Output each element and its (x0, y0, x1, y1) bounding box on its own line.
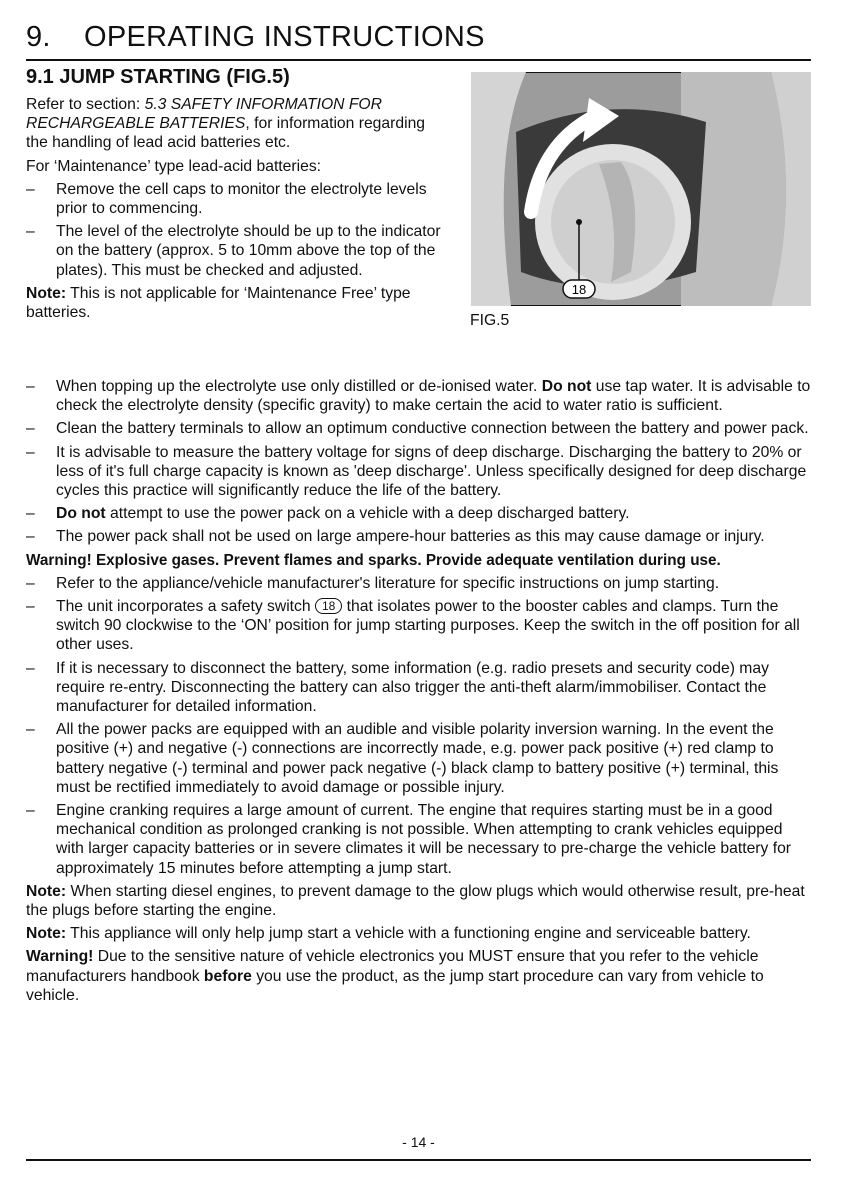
list-item (26, 443, 811, 501)
list-item-text: that isolates power to the booster cables and clamps. Turn the switch 90 clockwise to the ‘ON’ position for jump starting purposes. Keep the switch in the off position for all other uses. (56, 598, 800, 654)
list-item (26, 597, 811, 655)
bullet-dash: – (26, 443, 35, 461)
figure-caption: FIG.5 (470, 312, 510, 329)
list-item (26, 377, 811, 415)
list-item (26, 574, 811, 593)
manual-page (26, 20, 811, 1170)
list-item-text: Clean the battery terminals to allow an optimum conductive connection between the battery and power pack. (56, 420, 809, 438)
list-item (26, 720, 811, 797)
safety-switch-illustration (471, 72, 811, 306)
emphasis-do-not: Do not (541, 378, 592, 395)
note-maintenance-free (26, 284, 446, 322)
note-text: When starting diesel engines, to prevent damage to the glow plugs which would otherwise result, pre-heat the plugs before starting the engine. (26, 882, 805, 920)
page-number: - 14 - (402, 1134, 435, 1150)
chapter-number: 9. (26, 21, 51, 53)
note-diesel (26, 882, 811, 920)
list-item (26, 419, 811, 438)
bullet-dash: – (26, 598, 35, 616)
list-item-text: Remove the cell caps to monitor the electrolyte levels prior to commencing. (56, 180, 427, 218)
bullet-dash: – (26, 528, 35, 546)
note-functioning-engine (26, 924, 811, 943)
list-item (26, 527, 811, 546)
list-item-text: The power pack shall not be used on large ampere-hour batteries as this may cause damage or injury. (56, 528, 765, 546)
list-item (26, 659, 811, 717)
list-item-text: If it is necessary to disconnect the battery, some information (e.g. radio presets and security code) may require re-entry. Disconnecting the battery can also trigger the anti-theft alarm/immobiliser. Contact the manufacturer for detailed information. (56, 659, 769, 716)
list-item-text: The level of the electrolyte should be up to the indicator on the battery (approx. 5 to 10mm above the top of the plates). This must be checked and adjusted. (56, 223, 441, 279)
list-item-text: All the power packs are equipped with an audible and visible polarity inversion warning. In the event the positive (+) and negative (-) connections are incorrectly made, e.g. power pack positive (+) red clamp to battery negative (-) terminal and power pack negative (-) black clamp to battery positive (+) terminal, this must be rectified immediately to avoid damage or possible injury. (56, 721, 779, 796)
note-text: This is not applicable for ‘Maintenance Free’ type batteries. (26, 284, 411, 322)
emphasis-do-not: Do not (56, 505, 106, 523)
bullet-dash: – (26, 378, 35, 395)
bullet-dash: – (26, 802, 35, 820)
bullet-dash: – (26, 180, 35, 198)
bullet-dash: – (26, 659, 35, 677)
bullet-dash: – (26, 420, 35, 438)
section-title: 9.1 JUMP STARTING (FIG.5) (26, 66, 290, 88)
main-body (26, 377, 811, 1009)
note-label: Note: (26, 882, 67, 900)
footer-divider (26, 1159, 811, 1161)
list-item (26, 222, 446, 280)
bullet-dash: – (26, 505, 35, 523)
bullet-dash: – (26, 721, 35, 739)
list-item (26, 801, 811, 878)
note-label: Note: (26, 925, 67, 943)
list-item-text: Refer to the appliance/vehicle manufacturer's literature for specific instructions on jump starting. (56, 574, 720, 592)
intro-suffix: , for information regarding the handling of lead acid batteries etc. (26, 115, 426, 152)
warning-label: Warning! (26, 948, 94, 966)
electronics-warning (26, 947, 811, 1005)
list-item-text: use tap water. It is advisable to check the electrolyte density (specific gravity) to make certain the acid to water ratio is sufficient. (56, 378, 811, 415)
chapter-title: OPERATING INSTRUCTIONS (84, 21, 485, 53)
note-text: This appliance will only help jump start a vehicle with a functioning engine and serviceable battery. (66, 925, 751, 943)
left-column (26, 95, 446, 326)
safety-section-reference: 5.3 SAFETY INFORMATION FOR RECHARGEABLE BATTERIES (26, 96, 382, 133)
emphasis-before: before (203, 967, 252, 985)
list-item-text: The unit incorporates a safety switch (56, 598, 315, 616)
list-item (26, 504, 811, 523)
bullet-dash: – (26, 574, 35, 592)
warning-text: you use the product, as the jump start procedure can vary from vehicle to vehicle. (26, 967, 764, 1004)
list-item-text: When topping up the electrolyte use only distilled or de-ionised water. (56, 378, 542, 395)
note-label: Note: (26, 284, 67, 302)
list-item-text: Engine cranking requires a large amount of current. The engine that requires starting must be in a good mechanical condition as prolonged cranking is not possible. When attempting to crank vehicles equipped with larger capacity batteries or in severe climates it will be necessary to pre-charge the vehicle battery for approximately 15 minutes before attempting a jump start. (56, 802, 792, 877)
warning-text: Due to the sensitive nature of vehicle electronics you MUST ensure that you refer to the vehicle manufacturers handbook (26, 948, 759, 985)
figure-callout-label: 18 (571, 282, 587, 297)
list-item (26, 180, 446, 218)
switch-callout-badge: 18 (315, 598, 342, 614)
bullet-dash: – (26, 223, 35, 241)
figure-5-photo (471, 72, 811, 306)
explosive-gases-warning: Warning! Explosive gases. Prevent flames and sparks. Provide adequate ventilation during use. (26, 551, 721, 569)
chapter-heading (26, 20, 811, 61)
maintenance-intro: For ‘Maintenance’ type lead-acid batteries: (26, 157, 322, 175)
intro-prefix: Refer to section: (26, 96, 145, 113)
list-item-text: attempt to use the power pack on a vehicle with a deep discharged battery. (105, 505, 630, 523)
intro-paragraph (26, 95, 446, 153)
list-item-text: It is advisable to measure the battery voltage for signs of deep discharge. Discharging the battery to 20% or less of it's full charge capacity is known as 'deep discharge'. Unless specifically designed for deep discharge cycles this practice will significantly reduce the life of the battery. (56, 443, 807, 500)
